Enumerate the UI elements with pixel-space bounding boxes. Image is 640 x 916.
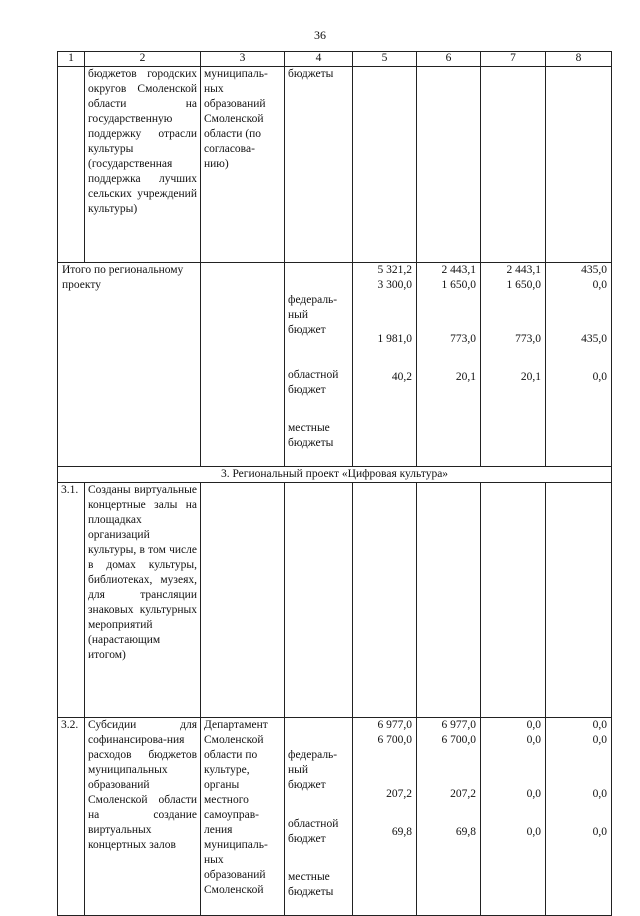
value: 0,0 xyxy=(592,279,607,291)
cell-num: 3.2. xyxy=(58,718,85,916)
source-local: местные бюджеты xyxy=(288,422,334,449)
source-regional: областной бюджет xyxy=(288,369,339,396)
value: 3 300,0 xyxy=(377,279,412,291)
value: 6 977,0 xyxy=(377,719,412,731)
cell-value-col7 xyxy=(481,263,546,467)
cell-executor: муниципаль- ных образований Смоленской области (по согласова- нию) xyxy=(201,67,285,263)
value: 6 977,0 xyxy=(441,719,476,731)
value: 0,0 xyxy=(526,719,541,731)
cell-source xyxy=(285,718,353,916)
value: 435,0 xyxy=(581,333,607,345)
value: 0,0 xyxy=(526,826,541,838)
source-federal: федераль- ный бюджет xyxy=(288,749,338,791)
value: 6 700,0 xyxy=(441,734,476,746)
total-row xyxy=(58,263,612,467)
value: 0,0 xyxy=(526,788,541,800)
value: 69,8 xyxy=(455,826,476,838)
source-regional: областной бюджет xyxy=(288,818,339,845)
budget-table xyxy=(57,51,612,916)
cell-value xyxy=(417,483,481,718)
value: 773,0 xyxy=(515,333,541,345)
table-row xyxy=(58,718,612,916)
cell-num: 3.1. xyxy=(58,483,85,718)
cell-num xyxy=(58,67,85,263)
value: 1 650,0 xyxy=(441,279,476,291)
header-cell: 6 xyxy=(417,52,481,67)
value: 0,0 xyxy=(592,371,607,383)
value: 40,2 xyxy=(391,371,412,383)
value: 207,2 xyxy=(450,788,476,800)
cell-value-col6 xyxy=(417,718,481,916)
table-row xyxy=(58,483,612,718)
cell-value xyxy=(417,67,481,263)
value: 207,2 xyxy=(386,788,412,800)
section-title: 3. Региональный проект «Цифровая культура» xyxy=(58,467,612,483)
cell-description: бюджетов городских округов Смоленской области на государственную поддержку отрасли культуры (государственная поддержка лучших сельских учреждений культуры) xyxy=(85,67,201,263)
header-row xyxy=(58,52,612,67)
value: 0,0 xyxy=(592,734,607,746)
header-cell: 4 xyxy=(285,52,353,67)
table-row xyxy=(58,67,612,263)
total-label: Итого по региональному проекту xyxy=(58,263,201,467)
cell-executor: Департамент Смоленской области по культуре, органы местного самоуправ- ления муниципаль- ных образований Смоленской xyxy=(201,718,285,916)
value: 2 443,1 xyxy=(441,264,476,276)
cell-value xyxy=(353,67,417,263)
value: 0,0 xyxy=(592,788,607,800)
cell-source: бюджеты xyxy=(285,67,353,263)
value: 0,0 xyxy=(592,719,607,731)
header-cell: 5 xyxy=(353,52,417,67)
value: 6 700,0 xyxy=(377,734,412,746)
value: 1 650,0 xyxy=(506,279,541,291)
cell-executor xyxy=(201,263,285,467)
cell-value-col8 xyxy=(546,263,612,467)
cell-value xyxy=(546,67,612,263)
cell-executor xyxy=(201,483,285,718)
value: 435,0 xyxy=(581,264,607,276)
source-local: местные бюджеты xyxy=(288,871,334,898)
value: 20,1 xyxy=(455,371,476,383)
cell-value-col8 xyxy=(546,718,612,916)
header-cell: 1 xyxy=(58,52,85,67)
cell-source xyxy=(285,483,353,718)
page-number: 36 xyxy=(314,28,326,42)
cell-description: Субсидии для софинансирова-ния расходов бюджетов муниципальных образований Смоленской области на создание виртуальных концертных залов xyxy=(85,718,201,916)
header-cell: 3 xyxy=(201,52,285,67)
value: 773,0 xyxy=(450,333,476,345)
section-row xyxy=(58,467,612,483)
header-cell: 2 xyxy=(85,52,201,67)
value: 0,0 xyxy=(526,734,541,746)
cell-value-col5 xyxy=(353,263,417,467)
value: 1 981,0 xyxy=(377,333,412,345)
cell-value-col7 xyxy=(481,718,546,916)
cell-description: Созданы виртуальные концертные залы на площадках организаций культуры, в том числе в домах культуры, библиотеках, музеях, для трансляции знаковых культурных мероприятий (нарастающим итогом) xyxy=(85,483,201,718)
header-cell: 7 xyxy=(481,52,546,67)
cell-source xyxy=(285,263,353,467)
value: 5 321,2 xyxy=(377,264,412,276)
cell-value xyxy=(546,483,612,718)
value: 69,8 xyxy=(391,826,412,838)
cell-value xyxy=(481,483,546,718)
value: 20,1 xyxy=(520,371,541,383)
cell-value-col5 xyxy=(353,718,417,916)
cell-value xyxy=(353,483,417,718)
value: 2 443,1 xyxy=(506,264,541,276)
source-federal: федераль- ный бюджет xyxy=(288,294,338,336)
cell-value-col6 xyxy=(417,263,481,467)
cell-value xyxy=(481,67,546,263)
header-cell: 8 xyxy=(546,52,612,67)
value: 0,0 xyxy=(592,826,607,838)
